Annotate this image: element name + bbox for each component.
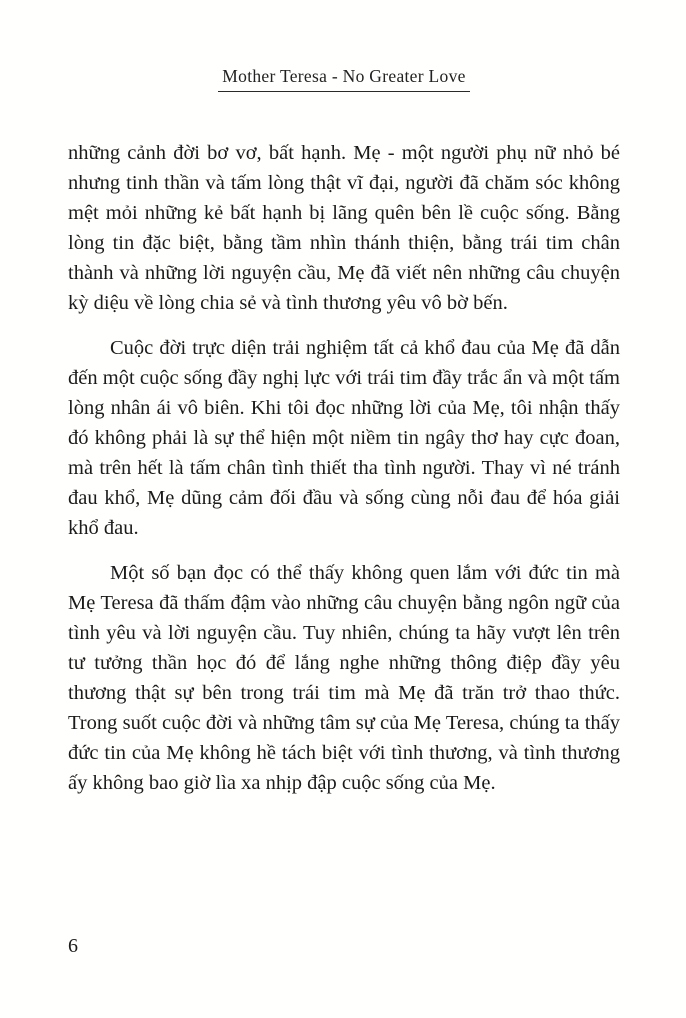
running-header (68, 66, 620, 92)
page-body (68, 138, 620, 798)
running-header-title: Mother Teresa - No Greater Love (218, 66, 469, 92)
paragraph: những cảnh đời bơ vơ, bất hạnh. Mẹ - một người phụ nữ nhỏ bé nhưng tinh thần và tấm lòng thật vĩ đại, người đã chăm sóc không mệt mỏi những kẻ bất hạnh bị lãng quên bên lề cuộc sống. Bằng lòng tin đặc biệt, bằng tầm nhìn thánh thiện, bằng trái tim chân thành và những lời nguyện cầu, Mẹ đã viết nên những câu chuyện kỳ diệu về lòng chia sẻ và tình thương yêu vô bờ bến. (68, 142, 620, 314)
page-number: 6 (68, 935, 78, 957)
paragraph: Một số bạn đọc có thể thấy không quen lắm với đức tin mà Mẹ Teresa đã thấm đậm vào những câu chuyện bằng ngôn ngữ của tình yêu và lời nguyện cầu. Tuy nhiên, chúng ta hãy vượt lên trên tư tưởng thần học đó để lắng nghe những thông điệp đầy yêu thương thật sự bên trong trái tim mà Mẹ đã trăn trở thao thức. Trong suốt cuộc đời và những tâm sự của Mẹ Teresa, chúng ta thấy đức tin của Mẹ không hề tách biệt với tình thương, và tình thương ấy không bao giờ lìa xa nhịp đập cuộc sống của Mẹ. (68, 562, 620, 794)
paragraph: Cuộc đời trực diện trải nghiệm tất cả khổ đau của Mẹ đã dẫn đến một cuộc sống đầy nghị lực với trái tim đầy trắc ẩn và một tấm lòng nhân ái vô biên. Khi tôi đọc những lời của Mẹ, tôi nhận thấy đó không phải là sự thể hiện một niềm tin ngây thơ hay cực đoan, mà trên hết là tấm chân tình thiết tha tình người. Thay vì né tránh đau khổ, Mẹ dũng cảm đối đầu và sống cùng nỗi đau để hóa giải khổ đau. (68, 337, 620, 539)
